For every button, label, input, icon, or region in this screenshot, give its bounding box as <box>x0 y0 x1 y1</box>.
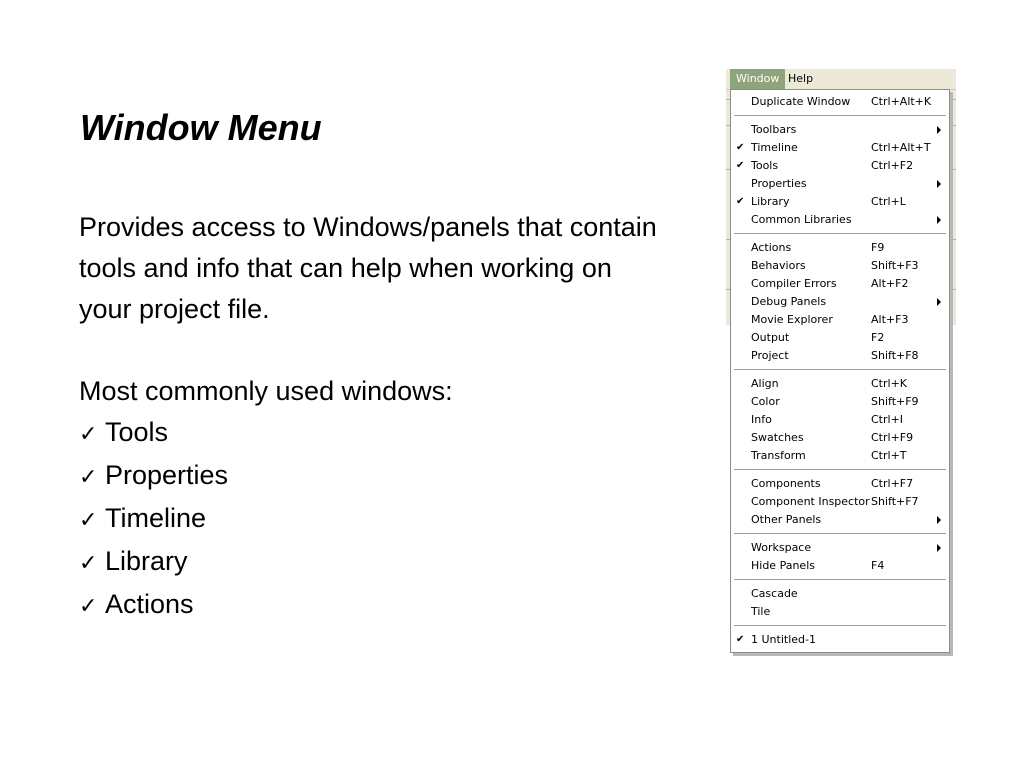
menu-item-tools[interactable] <box>731 157 949 175</box>
menu-item-label: Actions <box>751 241 792 254</box>
menu-item-shortcut: Shift+F3 <box>871 259 919 272</box>
menu-item-label: Hide Panels <box>751 559 815 572</box>
menu-item-duplicate-window[interactable] <box>731 93 949 111</box>
menu-item-actions[interactable] <box>731 239 949 257</box>
menu-item-shortcut: Ctrl+F2 <box>871 159 914 172</box>
menu-item-label: Tools <box>751 159 779 172</box>
menu-item-label: Swatches <box>751 431 804 444</box>
menu-item-shortcut: Ctrl+L <box>871 195 906 208</box>
menu-item-workspace[interactable] <box>731 539 949 557</box>
menu-item-label: Duplicate Window <box>751 95 851 108</box>
menu-bar <box>726 69 956 90</box>
menu-item-label: Properties <box>751 177 807 190</box>
common-window-label: Timeline <box>105 503 207 533</box>
common-window-item <box>79 455 679 498</box>
menu-item-shortcut: Ctrl+Alt+K <box>871 95 932 108</box>
common-window-label: Library <box>105 546 188 576</box>
common-windows-list <box>79 412 679 627</box>
menu-item-common-libraries[interactable] <box>731 211 949 229</box>
menu-item-project[interactable] <box>731 347 949 365</box>
menu-item-label: Components <box>751 477 821 490</box>
common-window-item <box>79 584 679 627</box>
checkmark-icon: ✔ <box>736 196 745 207</box>
menu-item-label: Workspace <box>751 541 812 554</box>
menu-item-debug-panels[interactable] <box>731 293 949 311</box>
menu-item-shortcut: F4 <box>871 559 885 572</box>
menubar-help[interactable]: Help <box>788 72 814 85</box>
menu-separator <box>734 469 946 470</box>
menu-item-label: Timeline <box>751 141 798 154</box>
common-window-label: Tools <box>105 417 169 447</box>
submenu-arrow-icon <box>937 216 941 224</box>
checkmark-icon: ✓ <box>79 465 98 490</box>
window-menu-dropdown <box>730 89 950 653</box>
checkmark-icon: ✔ <box>736 160 745 171</box>
menu-item-color[interactable] <box>731 393 949 411</box>
menu-item-shortcut: Ctrl+K <box>871 377 908 390</box>
menu-separator <box>734 233 946 234</box>
menu-item-label: Compiler Errors <box>751 277 837 290</box>
common-window-label: Actions <box>105 589 194 619</box>
slide-body <box>79 207 679 627</box>
submenu-arrow-icon <box>937 298 941 306</box>
menu-item-shortcut: Ctrl+F7 <box>871 477 914 490</box>
menu-item-label: Transform <box>751 449 806 462</box>
menu-item-shortcut: F9 <box>871 241 885 254</box>
menu-item-shortcut: Shift+F7 <box>871 495 919 508</box>
menu-item-label: Info <box>751 413 772 426</box>
menu-item-components[interactable] <box>731 475 949 493</box>
menu-item-align[interactable] <box>731 375 949 393</box>
menu-item-label: Movie Explorer <box>751 313 833 326</box>
checkmark-icon: ✓ <box>79 551 98 576</box>
checkmark-icon: ✓ <box>79 508 98 533</box>
menu-item-label: Common Libraries <box>751 213 852 226</box>
menu-item-behaviors[interactable] <box>731 257 949 275</box>
menu-item-shortcut: Ctrl+F9 <box>871 431 914 444</box>
slide-title: Window Menu <box>80 107 322 148</box>
menu-item-output[interactable] <box>731 329 949 347</box>
menu-item-timeline[interactable] <box>731 139 949 157</box>
menu-item-label: Component Inspector <box>751 495 870 508</box>
menu-item-shortcut: Ctrl+T <box>871 449 907 462</box>
menubar-window[interactable]: Window <box>730 69 785 89</box>
common-window-label: Properties <box>105 460 229 490</box>
menu-item-label: Align <box>751 377 779 390</box>
menu-item-label: Toolbars <box>751 123 797 136</box>
menu-item-label: Cascade <box>751 587 798 600</box>
menu-item-label: Project <box>751 349 789 362</box>
common-window-item <box>79 541 679 584</box>
checkmark-icon: ✓ <box>79 594 98 619</box>
common-window-item <box>79 498 679 541</box>
slide-description: Provides access to Windows/panels that contain tools and info that can help when working on your project file. <box>79 212 657 324</box>
menu-item-swatches[interactable] <box>731 429 949 447</box>
menu-item-other-panels[interactable] <box>731 511 949 529</box>
common-windows-heading: Most commonly used windows: <box>79 376 453 406</box>
menu-item-component-inspector[interactable] <box>731 493 949 511</box>
menu-item-toolbars[interactable] <box>731 121 949 139</box>
menu-separator <box>734 115 946 116</box>
menu-separator <box>734 533 946 534</box>
menu-item-properties[interactable] <box>731 175 949 193</box>
submenu-arrow-icon <box>937 180 941 188</box>
menu-item-shortcut: F2 <box>871 331 885 344</box>
menu-item-shortcut: Alt+F2 <box>871 277 909 290</box>
menu-item-cascade[interactable] <box>731 585 949 603</box>
menu-item-tile[interactable] <box>731 603 949 621</box>
submenu-arrow-icon <box>937 126 941 134</box>
menu-item-library[interactable] <box>731 193 949 211</box>
menu-item-shortcut: Shift+F9 <box>871 395 919 408</box>
menu-item-info[interactable] <box>731 411 949 429</box>
submenu-arrow-icon <box>937 544 941 552</box>
checkmark-icon: ✓ <box>79 422 98 447</box>
menu-item-label: Tile <box>751 605 771 618</box>
menu-item-label: Debug Panels <box>751 295 827 308</box>
menu-item-1-untitled-1[interactable] <box>731 631 949 649</box>
menu-item-label: 1 Untitled-1 <box>751 633 816 646</box>
menu-item-label: Color <box>751 395 780 408</box>
window-menu-screenshot <box>726 69 956 657</box>
menu-item-shortcut: Ctrl+I <box>871 413 904 426</box>
menu-separator <box>734 625 946 626</box>
menu-item-shortcut: Shift+F8 <box>871 349 919 362</box>
menu-item-shortcut: Ctrl+Alt+T <box>871 141 931 154</box>
menu-item-label: Other Panels <box>751 513 822 526</box>
menu-item-label: Output <box>751 331 790 344</box>
common-window-item <box>79 412 679 455</box>
menu-item-compiler-errors[interactable] <box>731 275 949 293</box>
menu-separator <box>734 579 946 580</box>
checkmark-icon: ✔ <box>736 142 745 153</box>
menu-separator <box>734 369 946 370</box>
menu-item-shortcut: Alt+F3 <box>871 313 909 326</box>
menu-item-label: Library <box>751 195 790 208</box>
menu-item-hide-panels[interactable] <box>731 557 949 575</box>
menu-item-transform[interactable] <box>731 447 949 465</box>
menu-item-movie-explorer[interactable] <box>731 311 949 329</box>
paragraph-gap <box>79 330 679 371</box>
checkmark-icon: ✔ <box>736 634 745 645</box>
menu-item-label: Behaviors <box>751 259 806 272</box>
submenu-arrow-icon <box>937 516 941 524</box>
